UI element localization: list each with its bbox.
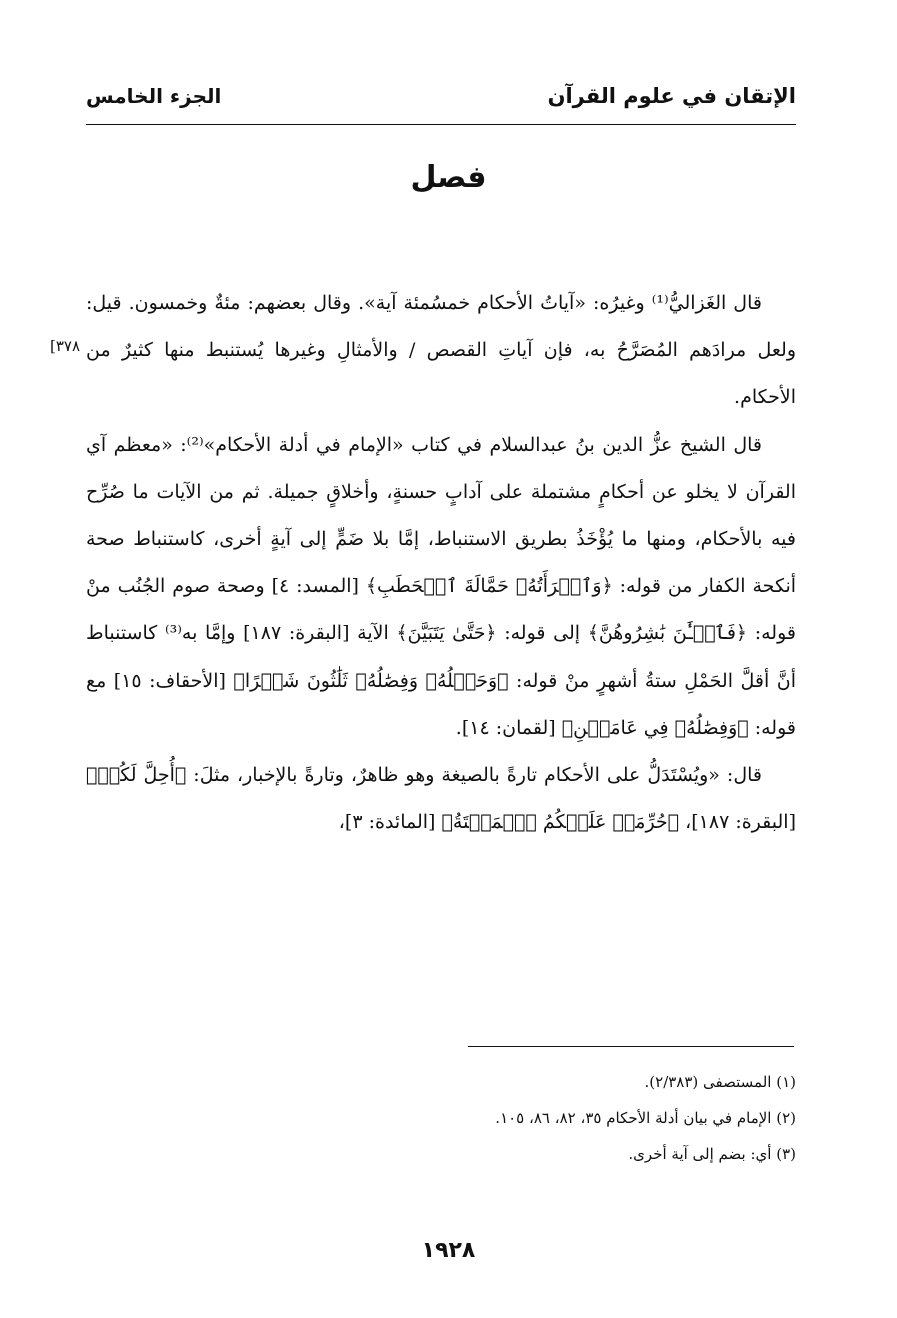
- paragraph-izz-aldin: قال الشيخ عزُّ الدين بنُ عبدالسلام في كتاب «الإمام في أدلة الأحكام»⁽²⁾: «معظم آي القرآن لا يخلو عن أحكامٍ مشتملة على آدابٍ حسنةٍ، وأخلاقٍ جميلة. ثم من الآيات ما صُرِّح فيه بالأحكام، ومنها ما يُؤْخَذُ بطريق الاستنباط، إمَّا بلا ضَمٍّ إلى آيةٍ أخرى، كاستنباط صحة أنكحة الكفار من قوله: ﴿وَٱمۡرَأَتُهُۥ حَمَّالَةَ ٱلۡحَطَبِ﴾ [المسد: ٤] وصحة صوم الجُنُب منْ قوله: ﴿فَٱلۡـَٰٔنَ بَٰشِرُوهُنَّ﴾ إلى قوله: ﴿حَتَّىٰ يَتَبَيَّنَ﴾ الآية [البقرة: ١٨٧] وإمَّا به⁽³⁾ كاستنباط أنَّ أقلَّ الحَمْلِ ستةُ أشهرٍ منْ قوله: ﴿وَحَمۡلُهُۥ وَفِصَٰلُهُۥ ثَلَٰثُونَ شَهۡرًا﴾ [الأحقاف: ١٥] مع قوله: ﴿وَفِصَٰلُهُۥ فِي عَامَيۡنِ﴾ [لقمان: ١٤].: [86, 433, 797, 739]
- body-text: [86, 280, 796, 846]
- footnote-rule: [468, 1046, 794, 1047]
- volume-label: الجزء الخامس: [86, 84, 222, 108]
- page-number: ١٩٢٨: [421, 1238, 476, 1263]
- section-title: فصل: [410, 160, 487, 195]
- footnotes: [86, 1064, 796, 1172]
- margin-page-reference: [٣٧٨: [49, 337, 80, 355]
- footnote-3: (٣) أي: بضم إلى آية أخرى.: [628, 1145, 796, 1163]
- running-header: [86, 84, 796, 122]
- book-title: الإتقان في علوم القرآن: [547, 84, 796, 108]
- footnote-1: (١) المستصفى (٢/٣٨٣).: [644, 1073, 796, 1091]
- header-rule: [86, 124, 796, 125]
- paragraph-ghazali: قال الغَزاليُّ⁽¹⁾ وغيرُه: «آياتُ الأحكام خمسُمئة آية». وقال بعضهم: مئةٌ وخمسون. قيل: ولعل مرادَهم المُصَرَّحُ به، فإن آياتِ القصص / والأمثالِ وغيرها يُستنبط منها كثيرٌ من الأحكام.: [86, 292, 796, 409]
- paragraph-istidlal: قال: «ويُسْتَدَلُّ على الأحكام تارةً بالصيغة وهو ظاهرٌ، وتارةً بالإخبار، مثلَ: ﴿أُحِلَّ لَكُمۡ﴾ [البقرة: ١٨٧]، ﴿حُرِّمَتۡ عَلَيۡكُمُ ٱلۡمَيۡتَةُ﴾ [المائدة: ٣]،: [86, 764, 796, 834]
- footnote-2: (٢) الإمام في بيان أدلة الأحكام ٣٥، ٨٢، ٨٦، ١٠٥.: [495, 1109, 796, 1127]
